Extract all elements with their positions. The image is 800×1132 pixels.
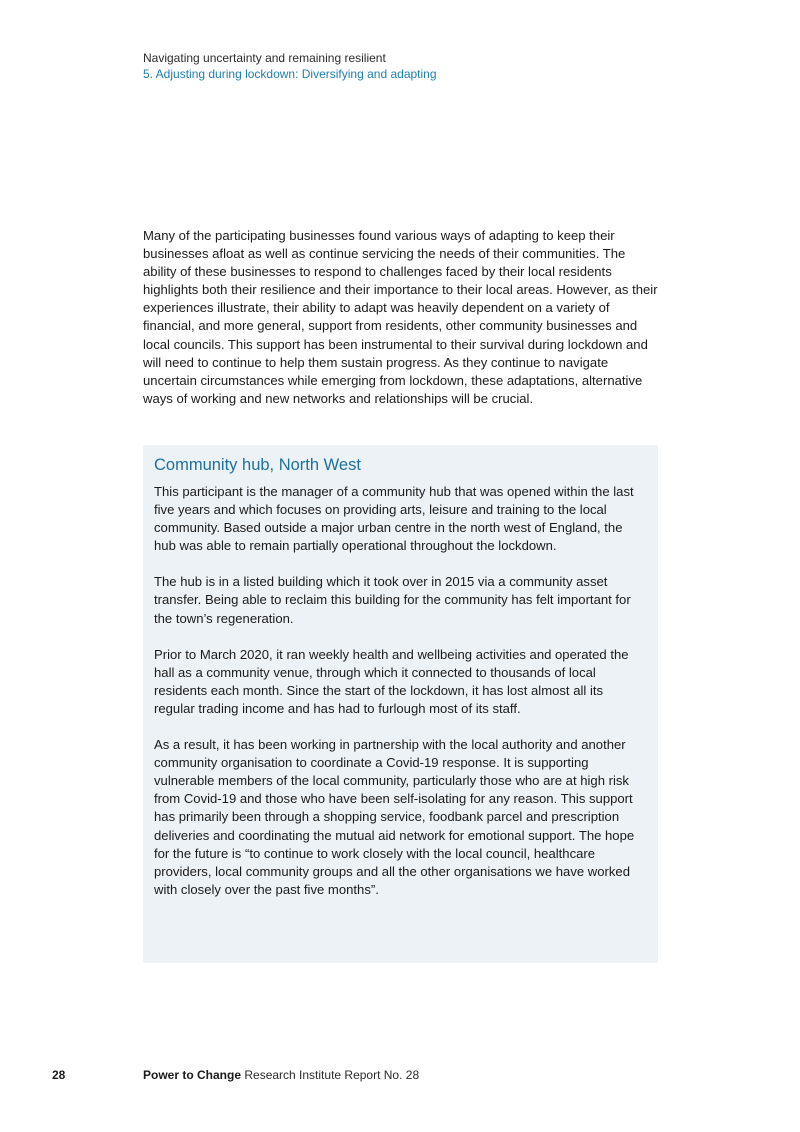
intro-paragraph: Many of the participating businesses found various ways of adapting to keep their businesses afloat as well as continue servicing the needs of their communities. The ability of these businesses to respond to challenges faced by their local residents highlights both their resilience and their importance to their local areas. However, as their experiences illustrate, their ability to adapt was heavily dependent on a variety of financial, and more general, support from residents, other community businesses and local councils. This support has been instrumental to their survival during lockdown and will need to continue to help them sustain progress. As they continue to navigate uncertain circumstances while emerging from lockdown, these adaptations, alternative ways of working and new networks and relationships will be crucial. xyxy=(143,228,658,406)
case-study-box xyxy=(143,445,658,963)
case-study-paragraph: As a result, it has been working in partnership with the local authority and another community organisation to coordinate a Covid-19 response. It is supporting vulnerable members of the local community, particularly those who are at high risk from Covid-19 and those who have been self-isolating for any reason. This support has primarily been through a shopping service, foodbank parcel and prescription deliveries and coordinating the mutual aid network for emotional support. The hope for the future is “to continue to work closely with the local council, healthcare providers, local community groups and all the other organisations we have worked with closely over the past five months”. xyxy=(154,737,635,897)
document-title: Navigating uncertainty and remaining resilient xyxy=(143,51,386,65)
case-study-title: Community hub, North West xyxy=(154,456,361,474)
footer-report-name: Research Institute Report No. 28 xyxy=(244,1068,420,1082)
running-header xyxy=(143,50,437,82)
footer-brand: Power to Change xyxy=(143,1068,242,1082)
case-study-paragraph: This participant is the manager of a community hub that was opened within the last five years and which focuses on providing arts, leisure and training to the local community. Based outside a major urban centre in the north west of England, the hub was able to remain partially operational throughout the lockdown. xyxy=(154,484,634,554)
section-title: 5. Adjusting during lockdown: Diversifying and adapting xyxy=(143,67,437,81)
case-study-paragraph: Prior to March 2020, it ran weekly health and wellbeing activities and operated the hall as a community venue, through which it connected to thousands of local residents each month. Since the start of the lockdown, it has lost almost all its regular trading income and has had to furlough most of its staff. xyxy=(154,646,629,716)
footer-report xyxy=(143,1068,419,1082)
page-number: 28 xyxy=(52,1068,66,1082)
case-study-paragraph: The hub is in a listed building which it took over in 2015 via a community asset transfer. Being able to reclaim this building for the community has felt important for the town’s regeneration. xyxy=(154,574,631,626)
